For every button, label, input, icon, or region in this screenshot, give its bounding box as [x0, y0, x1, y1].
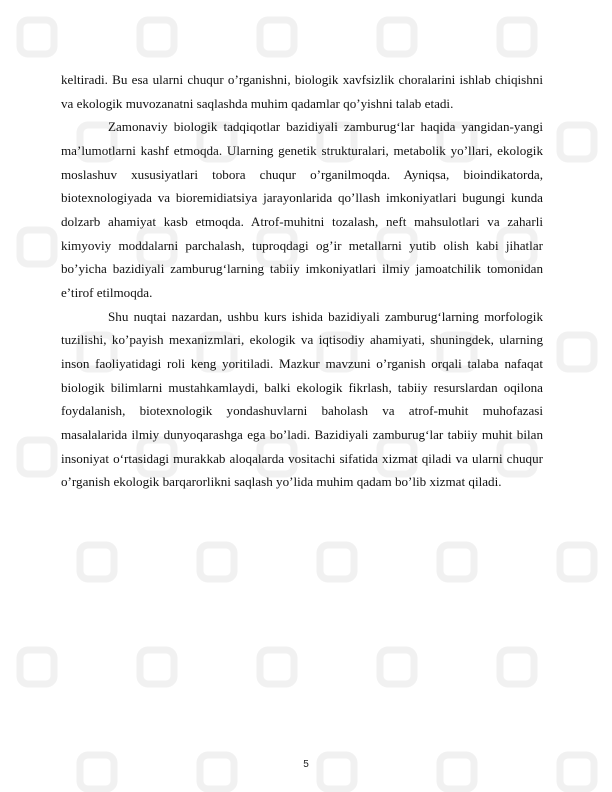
paragraph-1: keltiradi. Bu esa ularni chuqur o’rganishni, biologik xavfsizlik choralarini ishlab chiqishni va ekologik muvozanatni saqlashda muhim qadamlar qo’yishni talab etadi.	[61, 72, 543, 111]
watermark-mark	[320, 545, 354, 579]
page-number: 5	[303, 759, 309, 770]
watermark-mark	[140, 20, 174, 54]
watermark-mark	[560, 335, 594, 369]
watermark-mark	[20, 440, 54, 474]
watermark-mark	[200, 545, 234, 579]
watermark-mark	[140, 650, 174, 684]
document-body	[61, 68, 543, 494]
watermark-mark	[260, 650, 294, 684]
watermark-mark	[560, 125, 594, 159]
watermark-mark	[500, 20, 534, 54]
watermark-mark	[440, 545, 474, 579]
watermark-mark	[20, 230, 54, 264]
watermark-mark	[20, 20, 54, 54]
watermark-mark	[380, 20, 414, 54]
watermark-mark	[20, 650, 54, 684]
watermark-mark	[260, 20, 294, 54]
watermark-mark	[500, 650, 534, 684]
paragraph-3: Shu nuqtai nazardan, ushbu kurs ishida bazidiyali zamburug‘larning morfologik tuzilishi, ko’payish mexanizmlari, ekologik va iqtisodiy ahamiyati, shuningdek, ularning inson faoliyatidagi roli keng yoritiladi. Mazkur mavzuni o’rganish orqali talaba nafaqat biologik bilimlarni mustahkamlaydi, balki ekologik fikrlash, tabiiy resurslardan oqilona foydalanish, biotexnologik yondashuvlarni baholash va atrof-muhit muhofazasi masalalarida ilmiy dunyoqarashga ega bo’ladi. Bazidiyali zamburug‘lar tabiiy muhit bilan insoniyat o‘rtasidagi murakkab aloqalarda vositachi sifatida xizmat qiladi va ularni chuqur o’rganish ekologik barqarorlikni saqlash yo’lida muhim qadam bo’lib xizmat qiladi.	[61, 308, 543, 490]
watermark-mark	[380, 650, 414, 684]
watermark-mark	[80, 545, 114, 579]
watermark-mark	[560, 545, 594, 579]
paragraph-2: Zamonaviy biologik tadqiqotlar bazidiyali zamburug‘lar haqida yangidan-yangi ma’lumotlarni kashf etmoqda. Ularning genetik strukturalari, metabolik yo’llari, ekologik moslashuv xususiyatlari tobora chuqur o’rganilmoqda. Ayniqsa, bioindikatorda, biotexnologiyada va bioremidiatsiya jarayonlarida qo’llash imkoniyatlari bugungi kunda dolzarb ahamiyat kasb etmoqda. Atrof-muhitni tozalash, neft mahsulotlari va zaharli kimyoviy moddalarni parchalash, tuproqdagi og’ir metallarni yutib olish kabi jihatlar bo’yicha bazidiyali zamburug‘larning tabiiy imkoniyatlari ilmiy jamoatchilik tomonidan e’tirof etilmoqda.	[61, 119, 543, 300]
